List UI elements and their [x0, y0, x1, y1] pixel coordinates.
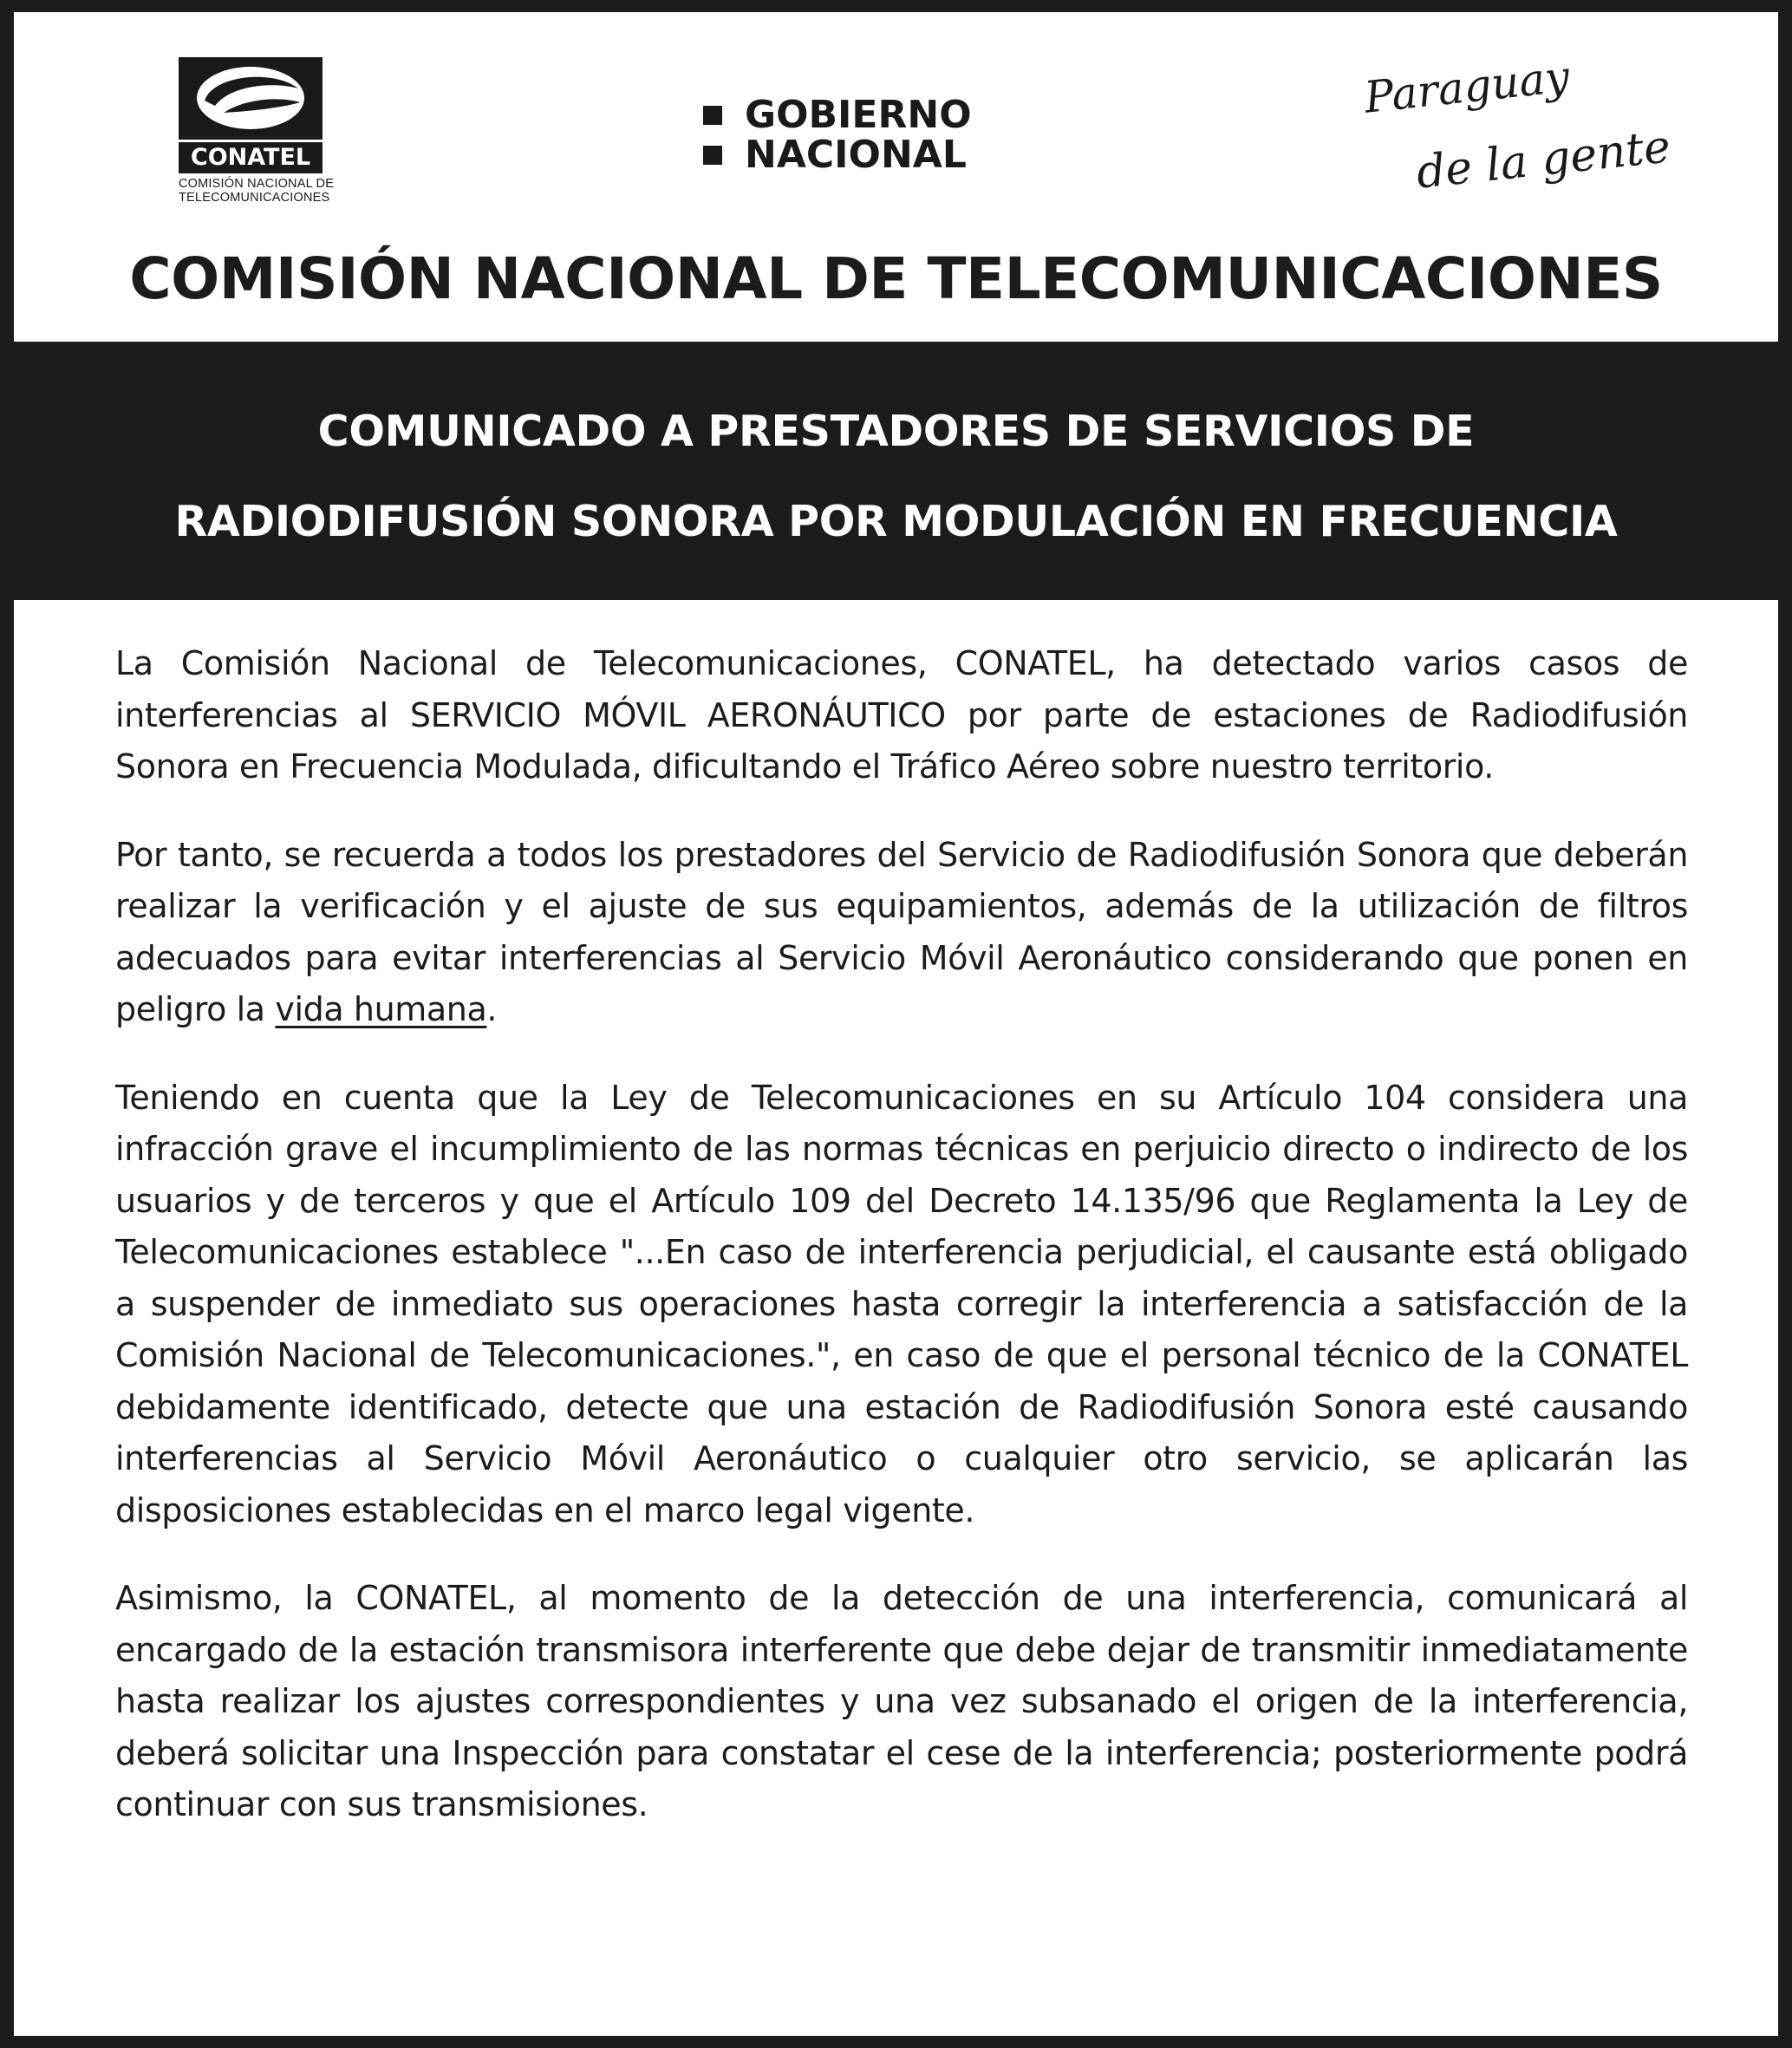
notice-body — [115, 638, 1688, 1868]
paragraph-2-end: . — [486, 990, 498, 1028]
conatel-emblem-icon — [179, 57, 323, 140]
paraguay-de-la-gente-logo — [1362, 51, 1673, 212]
paragraph-2-text: Por tanto, se recuerda a todos los prestadores del Servicio de Radiodifusión Sonora que deberán realizar la verificación y el ajuste de sus equipamientos, además de la utilización de filtros adecuados para evitar interferencias al Servicio Móvil Aeronáutico considerando que ponen en peligro la — [115, 835, 1688, 1028]
paragraph-3: Teniendo en cuenta que la Ley de Telecomunicaciones en su Artículo 104 considera una infracción grave el incumplimiento de las normas técnicas en perjuicio directo o indirecto de los usuarios y de terceros y que el Artículo 109 del Decreto 14.135/96 que Reglamenta la Ley de Telecomunicaciones establece "...En caso de interferencia perjudicial, el causante está obligado a suspender de inmediato sus operaciones hasta corregir la interferencia a satisfacción de la Comisión Nacional de Telecomunicaciones.", en caso de que el personal técnico de la CONATEL debidamente identificado, detecte que una estación de Radiodifusión Sonora esté causando interferencias al Servicio Móvil Aeronáutico o cualquier otro servicio, se aplicarán las disposiciones establecidas en el marco legal vigente. — [115, 1078, 1688, 1529]
header — [14, 12, 1778, 342]
paragraph-2 — [115, 830, 1688, 1036]
underlined-phrase: vida humana — [275, 990, 487, 1028]
gobierno-line1: GOBIERNO — [745, 93, 972, 137]
conatel-logo-subtitle-line1: COMISIÓN NACIONAL DE — [179, 177, 335, 191]
conatel-logo — [179, 57, 335, 205]
paraguay-logo-line1: Paraguay — [1362, 51, 1572, 123]
gobierno-line2: NACIONAL — [745, 133, 967, 177]
square-bullet-icon — [703, 106, 722, 125]
paraguay-logo-line2: de la gente — [1414, 121, 1673, 199]
paragraph-4: Asimismo, la CONATEL, al momento de la detección de una interferencia, comunicará al encargado de la estación transmisora interferente que debe dejar de transmitir inmediatamente hasta realizar los ajustes correspondientes y una vez subsanado el origen de la interferencia, deberá solicitar una Inspección para constatar el cese de la interferencia; posteriormente podrá continuar con sus transmisiones. — [115, 1579, 1688, 1823]
nacional-row — [703, 135, 972, 175]
conatel-logo-name: CONATEL — [179, 142, 323, 173]
organization-title: COMISIÓN NACIONAL DE TELECOMUNICACIONES — [129, 245, 1663, 312]
square-bullet-icon — [703, 146, 722, 165]
gobierno-nacional-logo — [703, 95, 972, 175]
conatel-logo-subtitle — [179, 177, 335, 205]
paragraph-1: La Comisión Nacional de Telecomunicaciones, CONATEL, ha detectado varios casos de interferencias al SERVICIO MÓVIL AERONÁUTICO por parte de estaciones de Radiodifusión Sonora en Frecuencia Modulada, dificultando el Tráfico Aéreo sobre nuestro territorio. — [115, 644, 1688, 786]
notice-banner — [14, 342, 1778, 600]
gobierno-row — [703, 95, 972, 135]
conatel-logo-subtitle-line2: TELECOMUNICACIONES — [179, 191, 330, 205]
banner-title-line1: COMUNICADO A PRESTADORES DE SERVICIOS DE — [317, 407, 1475, 456]
banner-title-line2: RADIODIFUSIÓN SONORA POR MODULACIÓN EN FRECUENCIA — [174, 497, 1618, 546]
notice-page — [14, 12, 1778, 2036]
